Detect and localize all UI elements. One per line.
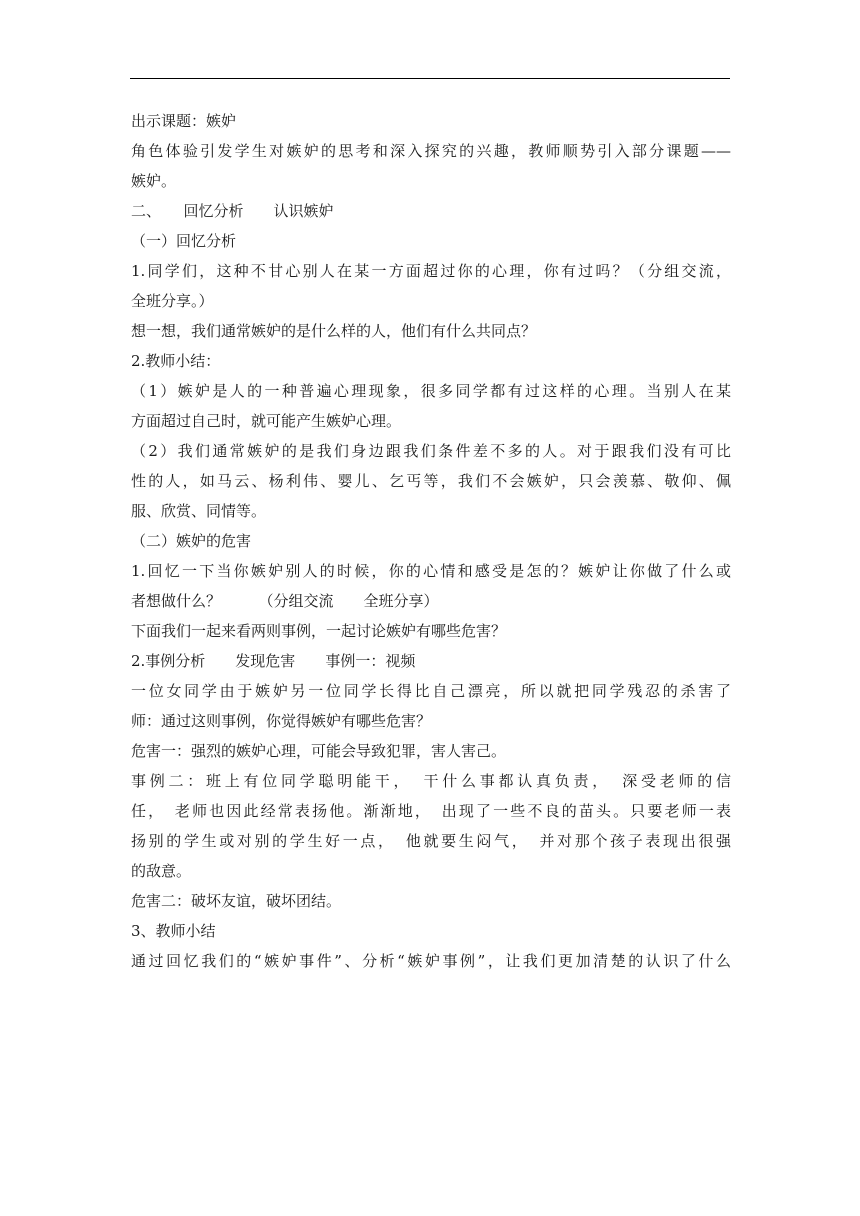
text-line: 2.教师小结： — [131, 352, 221, 370]
header-rule — [130, 78, 730, 79]
text-line: 事例二：班上有位同学聪明能干， 干什么事都认真负责， 深受老师的信 — [131, 772, 731, 790]
text-line: 者想做什么？ （分组交流 全班分享） — [131, 592, 439, 610]
text-line: 扬别的学生或对别的学生好一点， 他就要生闷气， 并对那个孩子表现出很强 — [131, 832, 731, 850]
text-line: 任， 老师也因此经常表扬他。渐渐地， 出现了一些不良的苗头。只要老师一表 — [131, 802, 731, 820]
subsection-heading: （一）回忆分析 — [131, 232, 237, 250]
text-line: 一位女同学由于嫉妒另一位同学长得比自己漂亮，所以就把同学残忍的杀害了 — [131, 682, 731, 700]
text-line: 全班分享。） — [131, 292, 214, 310]
text-line: 性的人，如马云、杨利伟、婴儿、乞丐等，我们不会嫉妒，只会羡慕、敬仰、佩 — [131, 472, 731, 490]
text-line: 下面我们一起来看两则事例，一起讨论嫉妒有哪些危害？ — [131, 622, 507, 640]
text-line: 出示课题：嫉妒 — [131, 112, 237, 130]
text-line: 角色体验引发学生对嫉妒的思考和深入探究的兴趣，教师顺势引入部分课题—— — [131, 142, 731, 160]
section-heading: 二、 回忆分析 认识嫉妒 — [131, 202, 334, 220]
text-line: 的敌意。 — [131, 862, 192, 880]
text-line: 危害一：强烈的嫉妒心理，可能会导致犯罪，害人害己。 — [131, 742, 507, 760]
text-line: 方面超过自己时，就可能产生嫉妒心理。 — [131, 412, 402, 430]
text-line: 1.同学们，这种不甘心别人在某一方面超过你的心理，你有过吗？（分组交流， — [131, 262, 731, 280]
text-line: 服、欣赏、同情等。 — [131, 502, 267, 520]
text-line: 3、教师小结 — [131, 922, 216, 940]
text-line: 危害二：破坏友谊，破坏团结。 — [131, 892, 342, 910]
document-body — [131, 106, 731, 976]
text-line: 嫉妒。 — [131, 172, 177, 190]
text-line: （1）嫉妒是人的一种普遍心理现象，很多同学都有过这样的心理。当别人在某 — [131, 382, 731, 400]
text-line: 想一想，我们通常嫉妒的是什么样的人，他们有什么共同点？ — [131, 322, 537, 340]
text-line: 师：通过这则事例，你觉得嫉妒有哪些危害？ — [131, 712, 432, 730]
text-line: 2.事例分析 发现危害 事例一：视频 — [131, 652, 416, 670]
subsection-heading: （二）嫉妒的危害 — [131, 532, 252, 550]
text-line: 1.回忆一下当你嫉妒别人的时候，你的心情和感受是怎的？嫉妒让你做了什么或 — [131, 562, 731, 580]
text-line: （2）我们通常嫉妒的是我们身边跟我们条件差不多的人。对于跟我们没有可比 — [131, 442, 731, 460]
text-line: 通过回忆我们的“嫉妒事件”、分析“嫉妒事例”，让我们更加清楚的认识了什么 — [131, 952, 731, 970]
